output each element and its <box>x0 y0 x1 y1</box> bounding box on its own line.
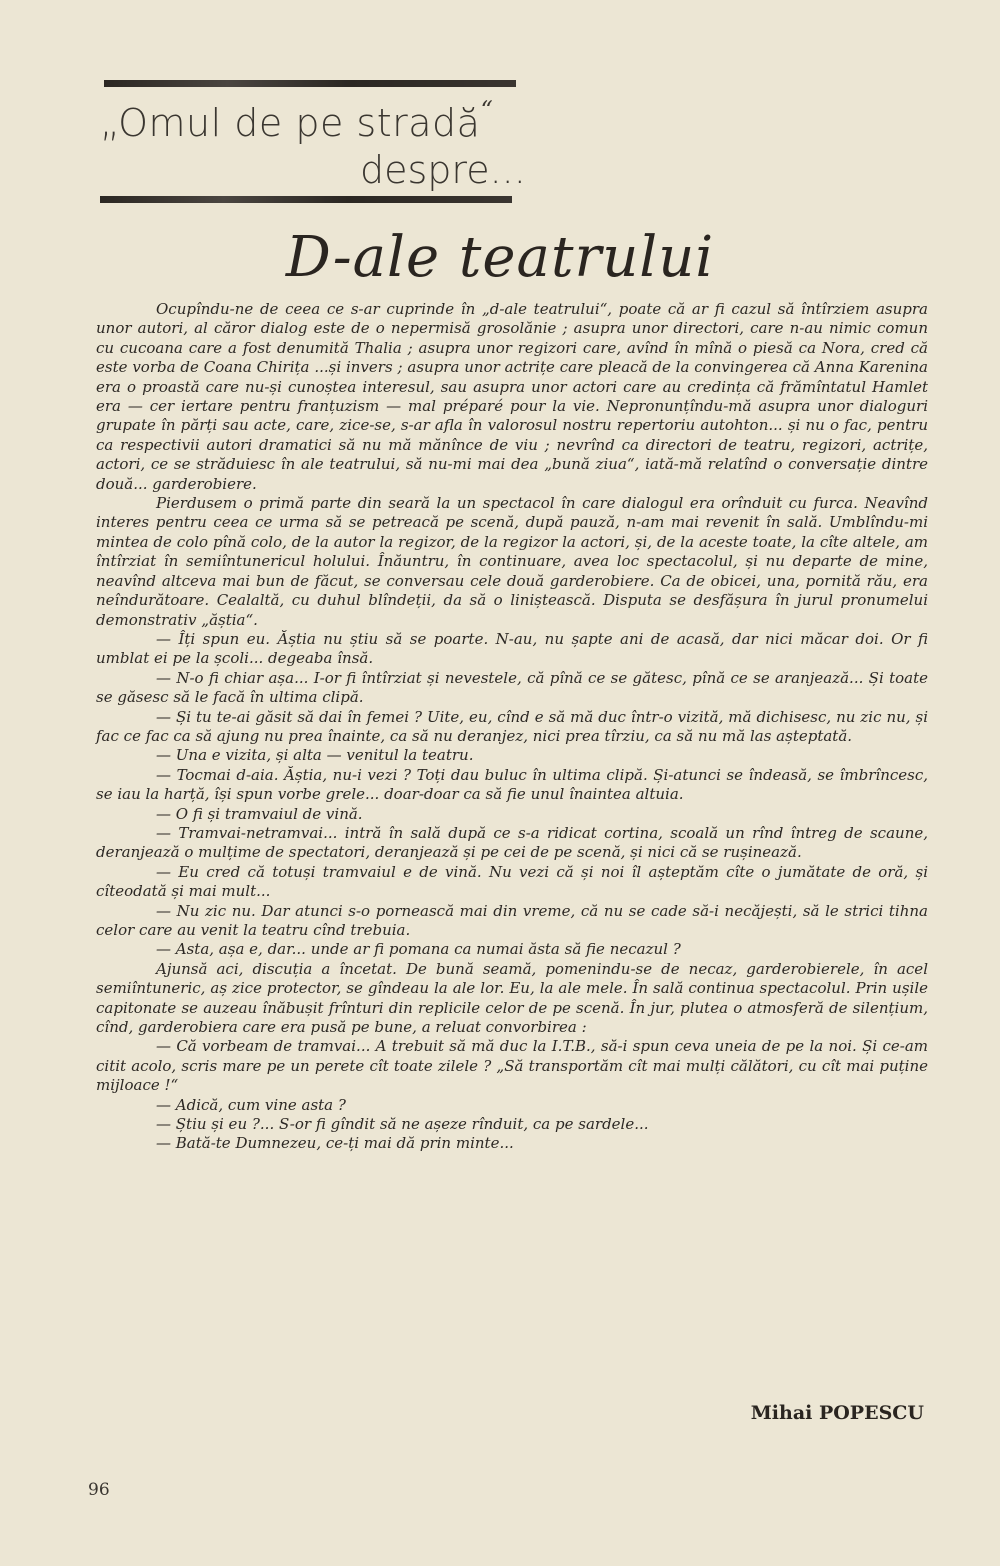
dialogue-line: — Adică, cum vine asta ? <box>156 1095 346 1114</box>
dialogue-line: — Bată-te Dumnezeu, ce-ți mai dă prin minte... <box>156 1134 514 1153</box>
dialogue-line: — Că vorbeam de tramvai... A trebuit să mă duc la I.T.B., să-i spun ceva uneia de pe la noi. Și ce-am citit acolo, scris mare pe un perete cît toate zilele ? „Să transportăm cît mai mulți călători, cu cît mai puține mijloace !“ <box>96 1037 928 1095</box>
dialogue-line: — Una e vizita, și alta — venitul la teatru. <box>156 746 474 765</box>
paragraph: Ocupîndu-ne de ceea ce s-ar cuprinde în „d-ale teatrului“, poate că ar fi cazul să întîrziem asupra unor autori, al căror dialog este de o nepermisă grosolănie ; asupra unor directori, care n-au nimic comun cu cucoana care a fost denumită Thalia ; asupra unor regizori care, avînd în mînă o piesă ca Nora, cred că este vorba de Coana Chirița ...și invers ; asupra unor actrițe care pleacă de la convingerea că Anna Karenina era o proastă care nu-și cunoștea interesul, sau asupra unor actori care au credința că frămîntatul Hamlet era — cer iertare pentru franțuzism — mal préparé pour la vie. Nepronunțîndu-mă asupra unor dialoguri grupate în părți sau acte, care, zice-se, s-ar afla în valorosul nostru repertoriu autohton... și nu o fac, pentru ca respectivii autori dramatici să nu mă mănînce de viu ; nevrînd ca directori de teatru, regizori, actrițe, actori, ce se străduiesc în ale teatrului, să nu-mi mai dea „bună ziua“, iată-mă relatînd o conversație dintre două... garderobiere. <box>96 300 928 493</box>
paragraph: Pierdusem o primă parte din seară la un spectacol în care dialogul era orînduit cu furca. Neavînd interes pentru ceea ce urma să se petreacă pe scenă, după pauză, n-am mai revenit în sală. Umblîndu-mi mintea de colo pînă colo, de la autor la regizor, de la regizor la actori, și, de la aceste toate, la cîte altele, am întîrziat în semiîntunericul holului. Înăuntru, în continuare, avea loc spectacolul, și nu departe de mine, neavînd altceva mai bun de făcut, se conversau cele două garderobiere. Ca de obicei, una, pornită rău, era neîndurătoare. Cealaltă, cu duhul blîndeții, da să o liniștească. Disputa se desfășura în jurul pronumelui demonstrativ „ăștia“. <box>96 494 928 629</box>
dialogue-line: — Îți spun eu. Ăștia nu știu să se poarte. N-au, nu șapte ani de acasă, dar nici măcar doi. Or fi umblat ei pe la școli... degeaba însă. <box>96 629 928 668</box>
kicker-line-1 <box>100 96 493 145</box>
bottom-rule <box>100 196 512 203</box>
dialogue-line: — Știu și eu ?... S-or fi gîndit să ne așeze rînduit, ca pe sardele... <box>156 1115 649 1134</box>
article-body <box>96 300 928 1154</box>
dialogue-line: — Eu cred că totuși tramvaiul e de vină. Nu vezi că și noi îl așteptăm cîte o jumătate de oră, și cîteodată și mai mult... <box>96 862 928 901</box>
kicker-quote-mark: “ <box>480 96 494 124</box>
dialogue-line: — Și tu te-ai găsit să dai în femei ? Uite, eu, cînd e să mă duc într-o vizită, mă dichisesc, nu zic nu, și fac ce fac ca să ajung nu prea înainte, ca să nu deranjez, nici prea tîrziu, ca să nu mă las așteptată. <box>96 707 928 745</box>
top-rule <box>104 80 516 87</box>
kicker-line-2: despre... <box>360 148 526 192</box>
kicker-text: „Omul de pe stradă <box>100 101 481 145</box>
paragraph: Ajunsă aci, discuția a încetat. De bună seamă, pomenindu-se de necaz, garderobierele, în acel semiîntuneric, aș zice protector, se gîndeau la ale lor. Eu, la ale mele. În sală continua spectacolul. Prin ușile capitonate se auzeau înăbușit frînturi din replicile celor de pe scenă. În jur, plutea o atmosferă de silențium, cînd, garderobiera care era pusă pe bune, a reluat convorbirea : <box>96 959 928 1037</box>
dialogue-line: — O fi și tramvaiul de vină. <box>156 804 363 823</box>
article-title: D-ale teatrului <box>285 225 715 290</box>
dialogue-line: — Asta, așa e, dar... unde ar fi pomana ca numai ăsta să fie necazul ? <box>156 940 681 959</box>
dialogue-line: — Tocmai d-aia. Ăștia, nu-i vezi ? Toți dau buluc în ultima clipă. Și-atunci se îndeasă, se îmbrîncesc, se iau la harță, își spun vorbe grele... doar-doar ca să fie unul înaintea altuia. <box>96 765 928 804</box>
author-signature: Mihai POPESCU <box>750 1402 924 1424</box>
page-number: 96 <box>88 1480 110 1500</box>
dialogue-line: — N-o fi chiar așa... I-or fi întîrziat și nevestele, că pînă ce se gătesc, pînă ce se aranjează... Și toate se găsesc să le facă în ultima clipă. <box>96 668 928 707</box>
dialogue-line: — Tramvai-netramvai... intră în sală după ce s-a ridicat cortina, scoală un rînd întreg de scaune, deranjează o mulțime de spectatori, deranjează și pe cei de pe scenă, și nici că se rușinează. <box>96 823 928 862</box>
dialogue-line: — Nu zic nu. Dar atunci s-o pornească mai din vreme, că nu se cade să-i necăjești, să le strici tihna celor care au venit la teatru cînd trebuia. <box>96 901 928 939</box>
